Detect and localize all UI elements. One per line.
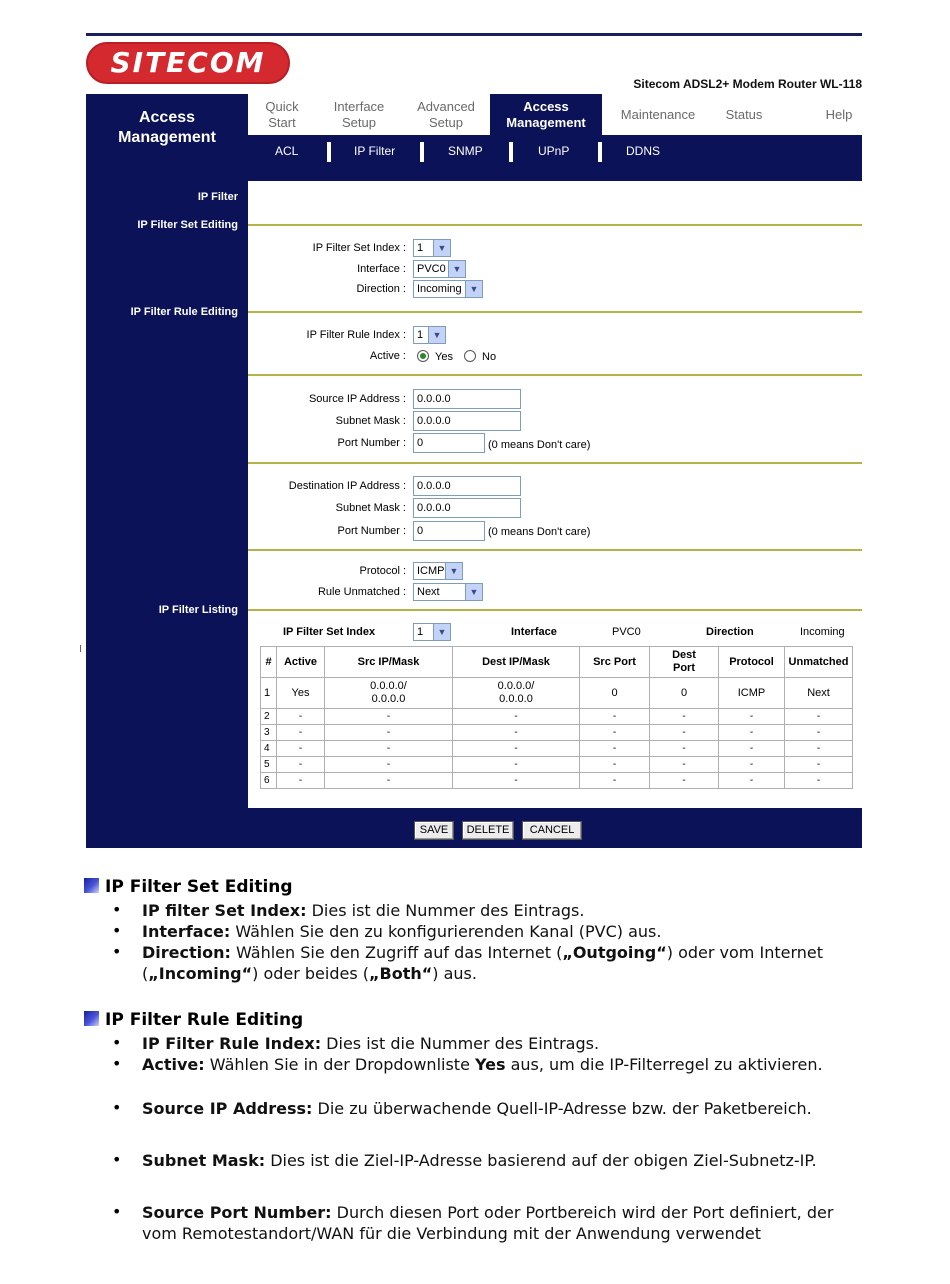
cell-empty: - xyxy=(325,757,453,773)
direction-value: Incoming xyxy=(417,283,462,295)
cell-empty: - xyxy=(719,709,785,725)
protocol-select[interactable] xyxy=(413,562,463,580)
table-row xyxy=(261,773,853,789)
rule-index-value: 1 xyxy=(417,329,424,341)
doc-item-text: Wählen Sie den Zugriff auf das Internet ( xyxy=(230,943,563,962)
doc-item-term: Interface: xyxy=(142,922,231,941)
doc-item-text: Wählen Sie den zu konfigurierenden Kanal (PVC) aus. xyxy=(230,922,662,941)
cell-empty: - xyxy=(719,741,785,757)
subtab-upnp[interactable]: UPnP xyxy=(538,144,570,158)
rule-index-label: IP Filter Rule Index : xyxy=(306,329,406,341)
doc-item xyxy=(142,900,872,921)
tab-advanced-setup[interactable]: Advanced Setup xyxy=(417,98,475,130)
listing-direction-label: Direction xyxy=(706,626,754,638)
cell-empty: - xyxy=(719,773,785,789)
cell-unmatched: Next xyxy=(785,678,853,709)
doc-item-term: IP Filter Rule Index: xyxy=(142,1034,322,1053)
cell-index: 4 xyxy=(261,741,277,757)
cell-index: 6 xyxy=(261,773,277,789)
cell-empty: - xyxy=(650,725,719,741)
tab-help[interactable]: Help xyxy=(825,106,853,122)
bullet: • xyxy=(112,1054,122,1073)
cell-empty: - xyxy=(785,725,853,741)
doc-item-text: ) aus. xyxy=(432,964,477,983)
doc-item xyxy=(142,1202,872,1244)
cell-empty: - xyxy=(580,709,650,725)
doc-item-emphasis: „Incoming“ xyxy=(148,964,253,983)
source-ip-input[interactable]: 0.0.0.0 xyxy=(413,389,521,409)
cell-empty: - xyxy=(277,773,325,789)
cell-empty: - xyxy=(277,709,325,725)
cancel-button[interactable]: CANCEL xyxy=(522,821,582,840)
subtab-separator xyxy=(420,142,424,162)
cell-empty: - xyxy=(719,757,785,773)
protocol-value: ICMP xyxy=(417,565,445,577)
cell-empty: - xyxy=(277,741,325,757)
dest-mask-label: Subnet Mask : xyxy=(335,502,406,514)
subtab-ip-filter[interactable]: IP Filter xyxy=(354,144,396,158)
section-divider xyxy=(248,462,862,464)
cell-empty: - xyxy=(453,741,580,757)
doc-item-text: Dies ist die Nummer des Eintrags. xyxy=(306,901,585,920)
doc-item-text: Durch diesen Port oder Portbereich wird der Port definiert, der vom Remotestandort/WAN für die Verbindung mit der Anwendung verwendet xyxy=(142,1203,834,1243)
cell-empty: - xyxy=(785,741,853,757)
source-port-input[interactable]: 0 xyxy=(413,433,485,453)
chevron-down-icon: ▼ xyxy=(433,240,450,256)
cell-empty: - xyxy=(580,741,650,757)
doc-item-term: Source IP Address: xyxy=(142,1099,313,1118)
cell-active: Yes xyxy=(277,678,325,709)
bullet: • xyxy=(112,1033,122,1052)
cell-empty: - xyxy=(785,773,853,789)
doc-item-emphasis: „Both“ xyxy=(369,964,433,983)
section-divider xyxy=(248,609,862,611)
source-ip-label: Source IP Address : xyxy=(308,393,406,405)
cell-dest-ip: 0.0.0.0/ 0.0.0.0 xyxy=(453,678,580,709)
doc-item-term: Subnet Mask: xyxy=(142,1151,266,1170)
tab-status[interactable]: Status xyxy=(725,106,763,122)
section-label-ip-filter: IP Filter xyxy=(197,191,238,203)
chevron-down-icon: ▼ xyxy=(428,327,445,343)
table-row xyxy=(261,725,853,741)
cell-index: 5 xyxy=(261,757,277,773)
cell-empty: - xyxy=(650,757,719,773)
listing-direction-value: Incoming xyxy=(800,626,845,638)
cell-empty: - xyxy=(580,757,650,773)
dest-ip-input[interactable]: 0.0.0.0 xyxy=(413,476,521,496)
model-label: Sitecom ADSL2+ Modem Router WL-118 xyxy=(633,77,862,91)
unmatched-label: Rule Unmatched : xyxy=(317,586,406,598)
doc-item xyxy=(142,921,872,942)
doc-item-term: Source Port Number: xyxy=(142,1203,332,1222)
tab-access-management[interactable]: Access Management xyxy=(490,94,602,135)
listing-set-index-select[interactable] xyxy=(413,623,451,641)
doc-item-term: IP filter Set Index: xyxy=(142,901,307,920)
section-label-listing: IP Filter Listing xyxy=(158,604,238,616)
dest-ip-label: Destination IP Address : xyxy=(288,480,406,492)
source-port-label: Port Number : xyxy=(337,437,406,449)
listing-interface-label: Interface xyxy=(511,626,557,638)
active-label: Active : xyxy=(369,350,406,362)
cell-src-port: 0 xyxy=(580,678,650,709)
cell-empty: - xyxy=(785,757,853,773)
listing-set-index-label: IP Filter Set Index xyxy=(283,626,376,638)
source-port-note: (0 means Don't care) xyxy=(488,439,591,451)
col-header-unmatched: Unmatched xyxy=(785,647,853,678)
cell-empty: - xyxy=(325,725,453,741)
delete-button[interactable]: DELETE xyxy=(462,821,514,840)
doc-item xyxy=(142,942,832,984)
subtab-separator xyxy=(509,142,513,162)
table-row xyxy=(261,757,853,773)
bullet: • xyxy=(112,942,122,961)
chevron-down-icon: ▼ xyxy=(465,281,482,297)
subtab-ddns[interactable]: DDNS xyxy=(626,144,661,158)
top-rule xyxy=(86,33,862,36)
tab-interface-setup[interactable]: Interface Setup xyxy=(333,98,385,130)
cell-empty: - xyxy=(785,709,853,725)
table-row xyxy=(261,709,853,725)
doc-item xyxy=(142,1054,842,1075)
cell-empty: - xyxy=(580,725,650,741)
doc-item-text: aus, um die IP-Filterregel zu aktivieren. xyxy=(505,1055,823,1074)
doc-item-text: ) oder beides ( xyxy=(252,964,369,983)
section-divider xyxy=(248,224,862,226)
section-label-rule-editing: IP Filter Rule Editing xyxy=(130,306,238,318)
cell-protocol: ICMP xyxy=(719,678,785,709)
cell-empty: - xyxy=(719,725,785,741)
col-header-active: Active xyxy=(277,647,325,678)
chevron-down-icon: ▼ xyxy=(445,563,462,579)
unmatched-value: Next xyxy=(417,586,440,598)
cell-empty: - xyxy=(453,725,580,741)
doc-item-text: Dies ist die Nummer des Eintrags. xyxy=(321,1034,600,1053)
doc-item xyxy=(142,1033,872,1054)
protocol-label: Protocol : xyxy=(359,565,406,577)
dest-port-input[interactable]: 0 xyxy=(413,521,485,541)
cell-empty: - xyxy=(650,773,719,789)
subtab-acl[interactable]: ACL xyxy=(275,144,299,158)
chevron-down-icon: ▼ xyxy=(433,624,450,640)
active-yes-label: Yes xyxy=(435,351,453,363)
cell-empty: - xyxy=(277,725,325,741)
subtab-separator xyxy=(598,142,602,162)
col-header-dest-ip: Dest IP/Mask xyxy=(453,647,580,678)
dest-port-note: (0 means Don't care) xyxy=(488,526,591,538)
doc-item xyxy=(142,1098,822,1119)
bullet: • xyxy=(112,900,122,919)
direction-label: Direction : xyxy=(356,283,406,295)
col-header-index: # xyxy=(261,647,277,678)
cell-empty: - xyxy=(325,773,453,789)
active-no-label: No xyxy=(482,351,497,363)
cell-empty: - xyxy=(650,709,719,725)
cell-empty: - xyxy=(650,741,719,757)
cell-dest-port: 0 xyxy=(650,678,719,709)
interface-label: Interface : xyxy=(357,263,406,275)
doc-item-emphasis: „Outgoing“ xyxy=(562,943,667,962)
save-button[interactable]: SAVE xyxy=(414,821,454,840)
rule-index-select[interactable] xyxy=(413,326,446,344)
doc-item-text: ) oder vom Internet ( xyxy=(142,943,824,983)
doc-item-term: Active: xyxy=(142,1055,205,1074)
cell-index: 2 xyxy=(261,709,277,725)
source-mask-input[interactable]: 0.0.0.0 xyxy=(413,411,521,431)
subtab-separator xyxy=(327,142,331,162)
chevron-down-icon: ▼ xyxy=(448,261,465,277)
ip-filter-table xyxy=(260,646,853,789)
cell-src-ip: 0.0.0.0/ 0.0.0.0 xyxy=(325,678,453,709)
col-header-dest-port: Dest Port xyxy=(650,647,719,678)
doc-item-term: Direction: xyxy=(142,943,231,962)
dest-mask-input[interactable]: 0.0.0.0 xyxy=(413,498,521,518)
section-square-icon xyxy=(84,1011,99,1026)
interface-select[interactable] xyxy=(413,260,466,278)
cell-index: 1 xyxy=(261,678,277,709)
subtab-snmp[interactable]: SNMP xyxy=(448,144,483,158)
listing-set-index-value: 1 xyxy=(417,626,424,638)
cell-empty: - xyxy=(325,709,453,725)
cell-empty: - xyxy=(580,773,650,789)
section-label-set-editing: IP Filter Set Editing xyxy=(137,219,238,231)
section-square-icon xyxy=(84,878,99,893)
sidebar-title: Access Management xyxy=(118,109,216,146)
bullet: • xyxy=(112,1202,122,1221)
set-index-value: 1 xyxy=(417,242,424,254)
top-navigation xyxy=(248,94,862,135)
listing-interface-value: PVC0 xyxy=(612,626,641,638)
cell-empty: - xyxy=(453,709,580,725)
sitecom-logo: SITECOM xyxy=(86,42,290,84)
doc-item xyxy=(142,1150,872,1171)
cell-index: 3 xyxy=(261,725,277,741)
tab-quick-start[interactable]: Quick Start xyxy=(265,98,299,130)
section-divider xyxy=(248,311,862,313)
col-header-protocol: Protocol xyxy=(719,647,785,678)
bullet: • xyxy=(112,921,122,940)
interface-value: PVC0 xyxy=(417,263,446,275)
cell-empty: - xyxy=(277,757,325,773)
set-index-label: IP Filter Set Index : xyxy=(312,242,406,254)
col-header-src-ip: Src IP/Mask xyxy=(325,647,453,678)
table-row xyxy=(261,741,853,757)
active-yes-radio[interactable] xyxy=(417,350,429,362)
doc-item-text: Die zu überwachende Quell-IP-Adresse bzw. der Paketbereich. xyxy=(312,1099,812,1118)
doc-section-title-text: IP Filter Rule Editing xyxy=(105,1010,304,1030)
section-divider xyxy=(248,549,862,551)
margin-tick xyxy=(80,645,81,652)
source-mask-label: Subnet Mask : xyxy=(335,415,406,427)
doc-item-emphasis: Yes xyxy=(475,1055,506,1074)
bullet: • xyxy=(112,1150,122,1169)
doc-item-text: Dies ist die Ziel-IP-Adresse basierend auf der obigen Ziel-Subnetz-IP. xyxy=(265,1151,817,1170)
direction-select[interactable] xyxy=(413,280,483,298)
bullet: • xyxy=(112,1098,122,1117)
cell-empty: - xyxy=(453,757,580,773)
chevron-down-icon: ▼ xyxy=(465,584,482,600)
set-index-select[interactable] xyxy=(413,239,451,257)
dest-port-label: Port Number : xyxy=(337,525,406,537)
doc-section-title xyxy=(84,1010,303,1030)
cell-empty: - xyxy=(325,741,453,757)
col-header-src-port: Src Port xyxy=(580,647,650,678)
table-header-row xyxy=(261,647,853,678)
doc-section-title-text: IP Filter Set Editing xyxy=(105,877,293,897)
table-row xyxy=(261,678,853,709)
section-divider xyxy=(248,374,862,376)
unmatched-select[interactable] xyxy=(413,583,483,601)
doc-section-title xyxy=(84,877,293,897)
tab-maintenance[interactable]: Maintenance xyxy=(620,106,696,122)
cell-empty: - xyxy=(453,773,580,789)
active-no-radio[interactable] xyxy=(464,350,476,362)
doc-item-text: Wählen Sie in der Dropdownliste xyxy=(204,1055,475,1074)
